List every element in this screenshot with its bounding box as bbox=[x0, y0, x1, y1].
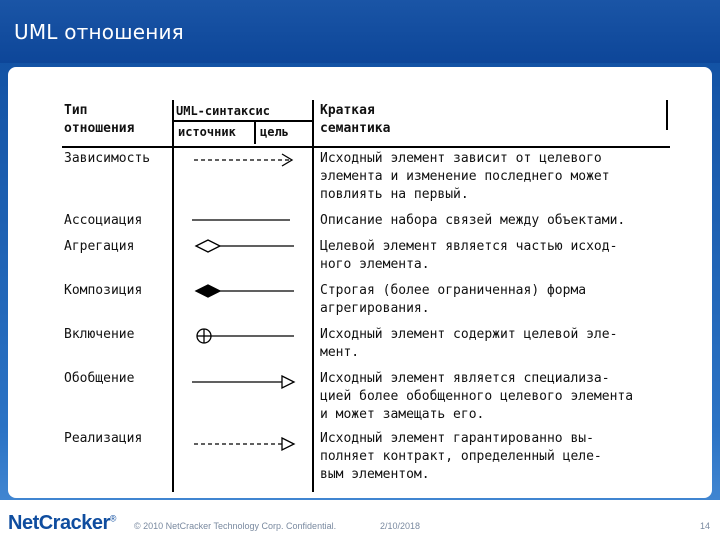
row-desc-composition: Строгая (более ограниченная) форма агрегирования. bbox=[320, 283, 587, 316]
row-name-generalization: Обобщение bbox=[64, 371, 135, 386]
circle-plus-icon bbox=[190, 326, 300, 346]
header-type-2: отношения bbox=[64, 121, 135, 136]
row-name-containment: Включение bbox=[64, 327, 135, 342]
slide-date: 2/10/2018 bbox=[380, 521, 421, 531]
header-uml-syntax: UML-синтаксис bbox=[176, 104, 270, 118]
table-vline-3 bbox=[666, 100, 668, 130]
table-vline-2 bbox=[312, 100, 314, 492]
hollow-diamond-icon bbox=[190, 236, 300, 256]
row-name-aggregation: Агрегация bbox=[64, 239, 135, 254]
association-symbol-icon bbox=[190, 210, 300, 230]
copyright-text: © 2010 NetCracker Technology Corp. Confidential. bbox=[134, 521, 337, 531]
table-vline-1 bbox=[172, 100, 174, 492]
header-semantics-2: семантика bbox=[320, 121, 391, 136]
row-desc-association: Описание набора связей между объектами. bbox=[320, 213, 626, 228]
header-target: цель bbox=[260, 125, 289, 139]
row-name-dependency: Зависимость bbox=[64, 151, 151, 166]
header-type-1: Тип bbox=[64, 103, 88, 118]
row-name-realization: Реализация bbox=[64, 431, 143, 446]
netcracker-logo: NetCracker® bbox=[8, 512, 116, 534]
dependency-symbol-icon bbox=[190, 150, 300, 170]
header-source: источник bbox=[178, 125, 236, 139]
table-vline-src bbox=[254, 120, 256, 144]
realization-arrow-icon bbox=[190, 434, 300, 454]
uml-relations-table bbox=[62, 100, 668, 492]
row-desc-generalization: Исходный элемент является специализа- цией более обобщенного целевого элемента и может замещать его. bbox=[320, 371, 634, 422]
row-desc-aggregation: Целевой элемент является частью исход- ного элемента. bbox=[320, 239, 618, 272]
row-desc-realization: Исходный элемент гарантированно вы- полняет контракт, определенный целе- вым элементом. bbox=[320, 431, 602, 482]
table-hline-sub bbox=[172, 120, 312, 122]
table-hline-header bbox=[62, 146, 670, 148]
row-desc-dependency: Исходный элемент зависит от целевого элемента и изменение последнего может повлиять на первый. bbox=[320, 151, 610, 202]
slide-title: UML отношения bbox=[14, 20, 184, 44]
row-name-composition: Композиция bbox=[64, 283, 143, 298]
row-desc-containment: Исходный элемент содержит целевой эле- мент. bbox=[320, 327, 618, 360]
title-bar bbox=[0, 0, 720, 63]
generalization-arrow-icon bbox=[190, 372, 300, 392]
page-number: 14 bbox=[700, 521, 711, 531]
row-name-association: Ассоциация bbox=[64, 213, 143, 228]
filled-diamond-icon bbox=[190, 281, 300, 301]
header-semantics-1: Краткая bbox=[320, 103, 375, 118]
